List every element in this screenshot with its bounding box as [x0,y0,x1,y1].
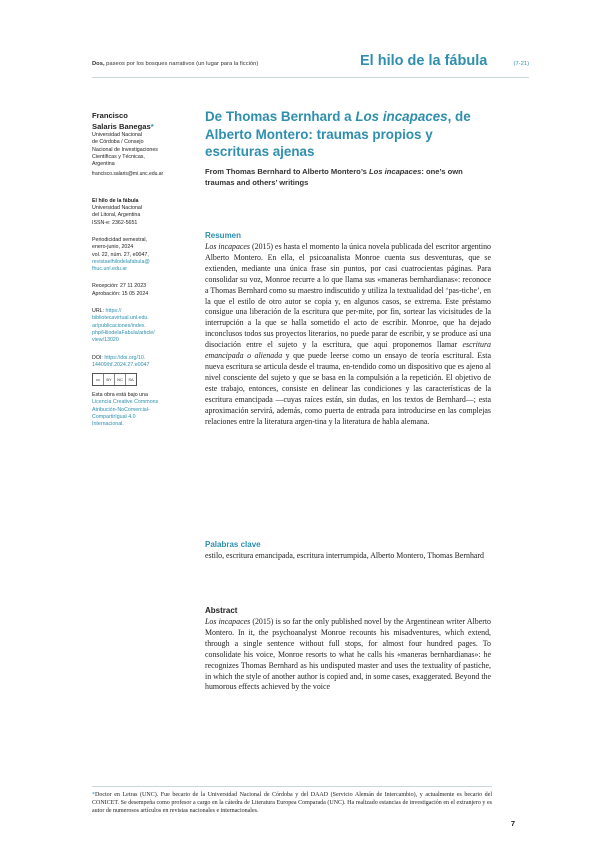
article-subtitle: From Thomas Bernhard to Alberto Montero’s Los incapaces: one’s own traumas and others’ writings [205,167,463,187]
abstract-heading: Abstract [205,606,238,615]
journal-info: El hilo de la fábula Universidad Nacional del Litoral, Argentina ISSN-e: 2362-5651 [92,197,143,226]
dates: Recepción: 27 11 2023 Aprobación: 15 05 2024 [92,283,149,297]
license-text: Esta obra está bajo una Licencia Creative Commons Atribución-NoComercial- CompartirIgual 4.0 Internacional. [92,392,192,428]
running-header-section: Dos, paseos por los bosques narrativos (un lugar para la ficción) [92,61,259,67]
footnote-marker[interactable]: * [150,122,154,131]
periodicity: Periodicidad semestral, enero-junio, 2024 vol. 22, núm. 27, e0047, revistaelhilodelafabula@ fhuc.unl.edu.ar [92,237,192,273]
journal-name: El hilo de la fábula [360,53,488,69]
sidebar [92,110,192,429]
resumen-section [205,231,491,427]
keywords-section [205,540,491,562]
cc-license-badge[interactable] [92,373,137,386]
article-url-link[interactable]: https:// [104,308,122,315]
resumen-body: Los incapaces (2015) es hasta el momento la única novela publicada del escritor argentino Alberto Montero. En ella, el psicoanalista Monroe cuenta sus desventuras, que se extienden, mediante una única frase sin puntos, por casi cuatrocientas páginas. Para consolidar su voz, Monroe recurre a lo que llama sus «maneras bernhardianas»: reconoce a Thomas Bernhard como su maestro indiscutido y utiliza la textualidad del ‘pas-tiche’, en la que el estilo de otro autor se copia y, en algunos casos, se extrema. Este préstamo consigue una liberación de la escritura que per-mite, por fin, sortear las vicisitudes de la interrupción a la que se halla sometido el acto de escribir. Monroe, que ha dejado inconclusos todos sus proyectos literarios, no puede parar de escribir, y se produce así una disociación entre el sujeto y la escritura, que aquí proponemos llamar escritura emancipada o alienada y que puede leerse como un ensayo de teoría escritural. Esta nueva escritura se articula desde el trauma, en-tendido como un dispositivo que es ajeno al nivel consciente del sujeto y que se basa en la compulsión a la repetición. El objetivo de este trabajo, entonces, consiste en delinear las condiciones y las características de la escritura emancipada —cuyas raíces están, sin dudas, en los textos de Bernhard—; esta aproximación servirá, además, como puerta de entrada para introducirse en las complejas relaciones entre la literatura argen-tina y la literatura de habla alemana. [205,242,491,426]
abstract-section [205,606,491,693]
footnote: *Doctor en Letras (UNC). Fue becario de la Universidad Nacional de Córdoba y del DAAD (Servicio Alemán de Intercambio), y actualmente es becario del CONICET. Se desempeña como profesor a cargo en la cátedra de Literatura Europea Comparada (UNC). Ha realizado estancias de investigación en el extranjero y es autor de numerosos artículos en revistas nacionales e internacionales. [92,786,492,815]
resumen-heading: Resumen [205,231,242,240]
doi-link[interactable]: https://doi.org/10. [102,354,146,361]
author-name: Francisco Salaris Banegas* [92,111,154,131]
article-title: De Thomas Bernhard a Los incapaces, de Alberto Montero: traumas propios y escrituras ajenas [205,109,471,159]
license-link[interactable]: Licencia Creative Commons Atribución-NoComercial- CompartirIgual 4.0 Internacional. [92,399,159,428]
running-header [92,49,529,78]
keywords-heading: Palabras clave [205,540,261,549]
author-email[interactable]: francisco.salaris@mi.unc.edu.ar [92,171,164,178]
keywords-body: estilo, escritura emancipada, escritura interrumpida, Alberto Montero, Thomas Bernhard [205,551,485,560]
sa-icon: SA [128,377,134,383]
journal-email-link[interactable]: revistaelhilodelafabula@ fhuc.unl.edu.ar [92,258,150,273]
nc-icon: NC [115,374,126,385]
cc-icon: cc [93,374,104,385]
by-icon: BY [104,374,115,385]
footnote-marker: * [92,792,95,798]
abstract-body: Los incapaces (2015) is so far the only published novel by the Argentinean writer Alberto Montero. In it, the psychoanalyst Monroe recounts his misadventures, which extend, through a single sentence without full stops, for almost four hundred pages. To consolidate his voice, Monroe resorts to what he calls his «maneras bernhardianas»: he recognizes Thomas Bernhard as his undisputed master and uses the textuality of pastiche, in which the style of another author is copied and, in some cases, exaggerated. Beyond the humorous effects achieved by the voice [205,617,492,692]
page-number: 7 [510,819,515,828]
author-affiliation: Universidad Nacional de Córdoba / Consejo Nacional de Investigaciones Científicas y Técnicas, Argentina [92,132,158,168]
doi-block: DOI: https://doi.org/10. 14409/hf.2024.27.e0047 [92,354,150,368]
url-block: URL: https:// bibliotecavirtual.unl.edu. ar/publicaciones/index. php/HilodelaFabula/article/ view/13020 [92,308,155,344]
page-range: (7-21) [513,61,529,67]
